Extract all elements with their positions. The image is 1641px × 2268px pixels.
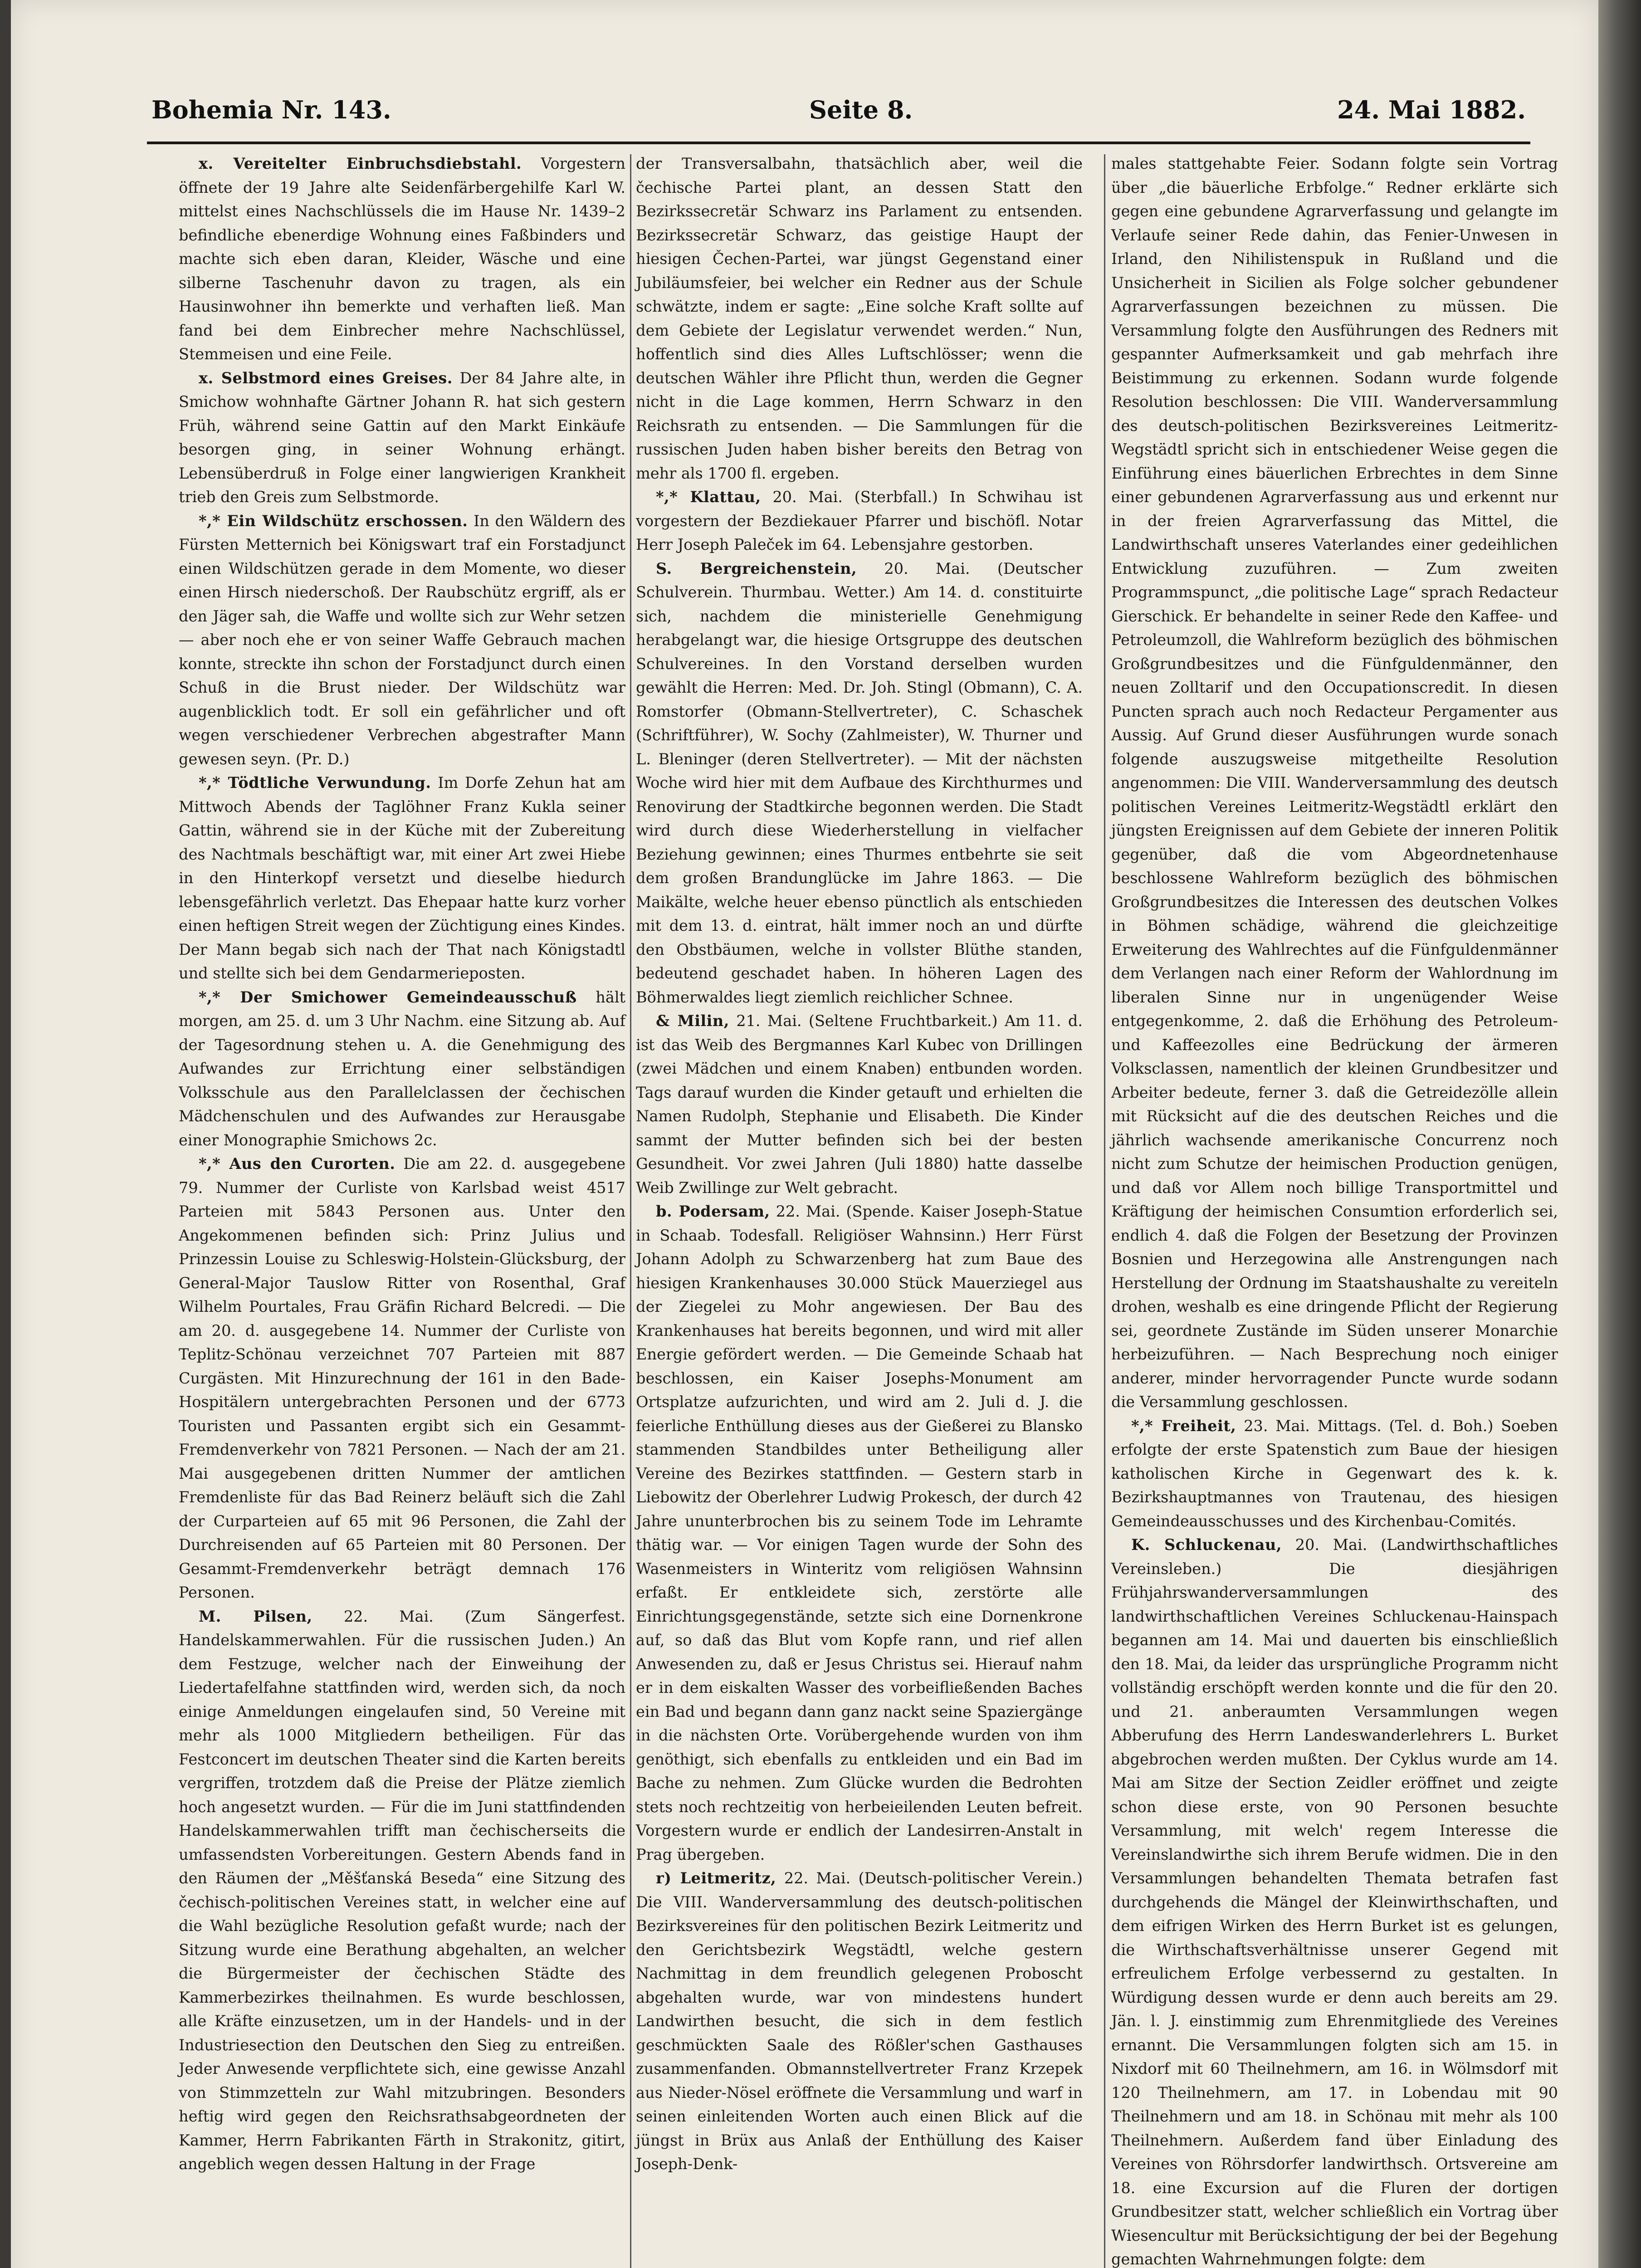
- article: [1111, 152, 1558, 1414]
- article-headline: *,* Ein Wildschütz erschossen.: [199, 512, 468, 530]
- article: [179, 152, 625, 367]
- article-headline: r) Leitmeritz,: [656, 1869, 777, 1887]
- article-body: Die am 22. d. ausgegebene 79. Nummer der Curliste von Karlsbad weist 4517 Parteien mit 5843 Personen aus. Unter den Angekommenen befinden sich: Prinz Julius und Prinzessin Louise zu Schleswig-Holstein-Glücksburg, der General-Major Tauslow Ritter von Rosenthal, Graf Wilhelm Pourtales, Frau Gräfin Richard Belcredi. — Die am 20. d. ausgegebene 14. Nummer der Curliste von Teplitz-Schönau verzeichnet 707 Parteien mit 887 Curgästen. Mit Hinzurechnung der 161 in den Bade-Hospitälern untergebrachten Personen und der 6773 Touristen und Passanten ergibt sich ein Gesammt-Fremdenverkehr von 7821 Personen. — Nach der am 21. Mai ausgegebenen dritten Nummer der amtlichen Fremdenliste für das Bad Reinerz beläuft sich die Zahl der Curparteien auf 65 mit 96 Personen, die Zahl der Durchreisenden auf 65 Parteien mit 80 Personen. Der Gesammt-Fremdenverkehr beträgt demnach 176 Personen.: [179, 1155, 625, 1601]
- article-headline: *,* Klattau,: [656, 488, 761, 506]
- article: [636, 152, 1083, 485]
- article-body: 21. Mai. (Seltene Fruchtbarkeit.) Am 11. d. ist das Weib des Bergmannes Karl Kubec von Drillingen (zwei Mädchen und einem Knaben) entbunden worden. Tags darauf wurden die Kinder getauft und erhielten die Namen Rudolph, Stephanie und Elisabeth. Die Kinder sammt der Mutter befinden sich bei der besten Gesundheit. Vor zwei Jahren (Juli 1880) hatte dasselbe Weib Zwillinge zur Welt gebracht.: [636, 1012, 1083, 1197]
- article-body: 20. Mai. (Landwirthschaftliches Vereinsleben.) Die diesjährigen Frühjahrswanderversammlungen des landwirthschaftlichen Vereines Schluckenau-Hainspach begannen am 14. Mai und dauerten bis einschließlich den 18. Mai, da leider das ursprüngliche Programm nicht vollständig erschöpft werden konnte und die für den 20. und 21. anberaumten Versammlungen wegen Abberufung des Herrn Landeswanderlehrers L. Burket abgebrochen werden mußten. Der Cyklus wurde am 14. Mai am Sitze der Section Zeidler eröffnet und zeigte schon diese erste, von 90 Personen besuchte Versammlung, mit welch' regem Interesse die Vereinslandwirthe sich ihrem Berufe widmen. Die in den Versammlungen behandelten Themata betrafen fast durchgehends die Mängel der Kleinwirthschaften, und dem eifrigen Wirken des Herrn Burket ist es gelungen, die Wirthschaftsverhältnisse unserer Gegend mit erfreulichem Erfolge verbessernd zu gestalten. In Würdigung dessen wurde er denn auch bereits am 29. Jän. l. J. einstimmig zum Ehrenmitgliede des Vereines ernannt. Die Versammlungen folgten sich am 15. in Nixdorf mit 60 Theilnehmern, am 16. in Wölmsdorf mit 120 Theilnehmern, am 17. in Lobendau mit 90 Theilnehmern und am 18. in Schönau mit mehr als 100 Theilnehmern. Außerdem fand über Einladung des Vereines von Röhrsdorfer landwirthsch. Ortsvereine am 18. eine Excursion auf die Fluren der dortigen Grundbesitzer statt, welcher schließlich ein Vortrag über Wiesencultur mit Berücksichtigung der bei der Begehung gemachten Wahrnehmungen folgte: dem: [1111, 1536, 1558, 2268]
- column-divider-2: [1104, 154, 1105, 2268]
- article-headline: b. Podersam,: [656, 1202, 770, 1220]
- article-headline: *,* Der Smichower Gemeindeausschuß: [199, 988, 577, 1006]
- article: [179, 367, 625, 509]
- article: [636, 557, 1083, 1010]
- header-page-number: Seite 8.: [809, 95, 913, 124]
- article-body: Der 84 Jahre alte, in Smichow wohnhafte Gärtner Johann R. hat sich gestern Früh, während seine Gattin auf den Markt Einkäufe besorgen ging, in seiner Wohnung erhängt. Lebensüberdruß in Folge einer langwierigen Krankheit trieb den Greis zum Selbstmorde.: [179, 369, 626, 506]
- article: [636, 485, 1083, 557]
- article-body: In den Wäldern des Fürsten Metternich bei Königswart traf ein Forstadjunct einen Wildschützen gerade in dem Momente, wo dieser einen Hirsch niederschoß. Der Raubschütz ergriff, als er den Jäger sah, die Waffe und wollte sich zur Wehr setzen — aber noch ehe er von seiner Waffe Gebrauch machen konnte, streckte ihn schon der Forstadjunct durch einen Schuß in die Brust nieder. Der Wildschütz war augenblicklich todt. Er soll ein gefährlicher und oft wegen verschiedener Verbrechen abgestrafter Mann gewesen seyn. (Pr. D.): [179, 512, 625, 768]
- article: [179, 1605, 625, 2176]
- page-header: [142, 91, 1526, 134]
- column-3: [1111, 152, 1558, 2268]
- article-body: der Transversalbahn, thatsächlich aber, weil die čechische Partei plant, an dessen Statt den Bezirkssecretär Schwarz ins Parlament zu entsenden. Bezirkssecretär Schwarz, das geistige Haupt der hiesigen Čechen-Partei, war jüngst Gegenstand einer Jubiläumsfeier, bei welcher ein Redner aus der Schule schwätzte, indem er sagte: „Eine solche Kraft sollte auf dem Gebiete der Legislatur verwendet werden.“ Nun, hoffentlich sind dies Alles Luftschlösser; wenn die deutschen Wähler ihre Pflicht thun, werden die Gegner nicht in die Lage kommen, Herrn Schwarz in den Reichsrath zu entsenden. — Die Sammlungen für die russischen Juden haben bisher bereits den Betrag von mehr als 1700 fl. ergeben.: [636, 155, 1083, 482]
- scan-edge: [1598, 0, 1641, 2268]
- article: [636, 1009, 1083, 1200]
- article-body: 23. Mai. Mittags. (Tel. d. Boh.) Soeben erfolgte der erste Spatenstich zum Baue der hiesigen katholischen Kirche in Gegenwart des k. k. Bezirkshauptmannes von Trautenau, des hiesigen Gemeindeausschusses und des Kirchenbau-Comités.: [1111, 1417, 1558, 1530]
- article-headline: M. Pilsen,: [199, 1607, 313, 1625]
- article: [1111, 1414, 1558, 1534]
- article: [179, 771, 625, 986]
- header-date: 24. Mai 1882.: [1337, 95, 1526, 124]
- article-headline: & Milin,: [656, 1012, 729, 1030]
- article-body: Vorgestern öffnete der 19 Jahre alte Seidenfärbergehilfe Karl W. mittelst eines Nachschlüssels die im Hause Nr. 1439–2 befindliche ebenerdige Wohnung eines Faßbinders und machte sich eben daran, Kleider, Wäsche und eine silberne Taschenuhr davon zu tragen, als ein Hausinwohner ihn bemerkte und verhaften ließ. Man fand bei dem Einbrecher mehre Nachschlüssel, Stemmeisen und eine Feile.: [179, 155, 625, 363]
- article-body: Im Dorfe Zehun hat am Mittwoch Abends der Taglöhner Franz Kukla seiner Gattin, während sie in der Küche mit der Zubereitung des Nachtmals beschäftigt war, mit einer Art zwei Hiebe in den Hinterkopf versetzt und dieselbe hiedurch lebensgefährlich verletzt. Das Ehepaar hatte kurz vorher einen heftigen Streit wegen der Züchtigung eines Kindes. Der Mann begab sich nach der That nach Königstadtl und stellte sich bei dem Gendarmerieposten.: [179, 774, 625, 982]
- article: [179, 509, 625, 772]
- article-headline: x. Vereitelter Einbruchsdiebstahl.: [199, 155, 522, 172]
- article-body: 22. Mai. (Spende. Kaiser Joseph-Statue in Schaab. Todesfall. Religiöser Wahnsinn.) Herr Fürst Johann Adolph zu Schwarzenberg hat zum Baue des hiesigen Krankenhauses 30.000 Stück Mauerziegel aus der Ziegelei zu Mohr angewiesen. Der Bau des Krankenhauses hat bereits begonnen, und wird mit aller Energie gefördert werden. — Die Gemeinde Schaab hat beschlossen, ein Kaiser Josephs-Monument am Ortsplatze aufzurichten, und wird am 2. Juli d. J. die feierliche Enthüllung dieses aus der Gießerei zu Blansko stammenden Standbildes unter Betheiligung aller Vereine des Bezirkes stattfinden. — Gestern starb in Liebowitz der Oberlehrer Ludwig Prokesch, der durch 42 Jahre ununterbrochen bis zu seinem Tode im Lehramte thätig war. — Vor einigen Tagen wurde der Sohn des Wasenmeisters in Winteritz vom religiösen Wahnsinn erfaßt. Er entkleidete sich, zerstörte alle Einrichtungsgegenstände, setzte sich eine Dornenkrone auf, so daß das Blut vom Kopfe rann, und rief allen Anwesenden zu, daß er Jesus Christus sei. Hierauf nahm er in dem eiskalten Wasser des vorbeifließenden Baches ein Bad und begann dann ganz nackt seine Spaziergänge in die nächsten Orte. Vorübergehende wurden von ihm genöthigt, sich ebenfalls zu entkleiden und ein Bad im Bache zu nehmen. Zum Glücke wurden die Bedrohten stets noch rechtzeitig von herbeieilenden Leuten befreit. Vorgestern wurde er endlich der Landesirren-Anstalt in Prag übergeben.: [636, 1202, 1083, 1863]
- newspaper-page: [11, 0, 1598, 2268]
- article-body: 20. Mai. (Deutscher Schulverein. Thurmbau. Wetter.) Am 14. d. constituirte sich, nachdem die ministerielle Genehmigung herabgelangt war, die hiesige Ortsgruppe des deutschen Schulvereines. In den Vorstand derselben wurden gewählt die Herren: Med. Dr. Joh. Stingl (Obmann), C. A. Romstorfer (Obmann-Stellvertreter), C. Schaschek (Schriftführer), W. Sochy (Zahlmeister), W. Thurner und L. Bleninger (deren Stellvertreter). — Mit der nächsten Woche wird hier mit dem Aufbaue des Kirchthurmes und Renovirung der Stadtkirche begonnen werden. Die Stadt wird durch diese Wiederherstellung in vielfacher Beziehung gewinnen; eines Thurmes entbehrte sie seit dem großen Brandunglücke im Jahre 1863. — Die Maikälte, welche heuer ebenso pünctlich als entschieden mit dem 13. d. eintrat, hält immer noch an und dürfte den Obstbäumen, welche in vollster Blüthe standen, bedeutend geschadet haben. In höheren Lagen des Böhmerwaldes liegt ziemlich reichlicher Schnee.: [636, 559, 1083, 1006]
- article-body: hält morgen, am 25. d. um 3 Uhr Nachm. eine Sitzung ab. Auf der Tagesordnung stehen u. A. die Genehmigung des Aufwandes zur Errichtung einer selbständigen Volksschule aus den Parallelclassen der čechischen Mädchenschulen und des Aufwandes zur Herausgabe einer Monographie Smichows 2c.: [179, 988, 625, 1149]
- header-rule: [147, 142, 1530, 144]
- article-headline: *,* Aus den Curorten.: [199, 1155, 396, 1173]
- column-1: [179, 152, 625, 2176]
- article-headline: S. Bergreichenstein,: [656, 559, 857, 577]
- article-headline: *,* Freiheit,: [1131, 1417, 1236, 1435]
- article: [179, 1152, 625, 1605]
- article-headline: x. Selbstmord eines Greises.: [199, 369, 453, 387]
- article-body: males stattgehabte Feier. Sodann folgte sein Vortrag über „die bäuerliche Erbfolge.“ Redner erklärte sich gegen eine gebundene Agrarverfassung und gelangte im Verlaufe seiner Rede dahin, das Fenier-Unwesen in Irland, den Nihilistenspuk in Rußland und die Unsicherheit in Sicilien als Folge solcher gebundener Agrarverfassungen bezeichnen zu müssen. Die Versammlung folgte den Ausführungen des Redners mit gespannter Aufmerksamkeit und gab mehrfach ihre Beistimmung zu erkennen. Sodann wurde folgende Resolution beschlossen: Die VIII. Wanderversammlung des deutsch-politischen Bezirksvereines Leitmeritz-Wegstädtl spricht sich in entschiedener Weise gegen die Einführung eines bäuerlichen Erbrechtes in dem Sinne einer gebundenen Agrarverfassung aus und erkennt nur in der freien Agrarverfassung das Mittel, die Landwirthschaft unseres Vaterlandes einer gedeihlichen Entwicklung zuzuführen. — Zum zweiten Programmspunct, „die politische Lage“ sprach Redacteur Gierschick. Er behandelte in seiner Rede den Kaffee- und Petroleumzoll, die Wahlreform bezüglich des böhmischen Großgrundbesitzes und die Fünfguldenmänner, den neuen Zolltarif und den Occupationscredit. In diesen Puncten sprach auch noch Redacteur Pergamenter aus Aussig. Auf Grund dieser Ausführungen wurde sonach folgende auszugsweise mitgetheilte Resolution angenommen: Die VIII. Wanderversammlung des deutsch politischen Vereines Leitmeritz-Wegstädtl erklärt den jüngsten Ereignissen auf dem Gebiete der inneren Politik gegenüber, daß die vom Abgeordnetenhause beschlossene Wahlreform bezüglich des böhmischen Großgrundbesitzes die Interessen des deutschen Volkes in Böhmen schädige, während die gleichzeitige Erweiterung des Wahlrechtes auf die Fünfguldenmänner dem Verlangen nach einer Reform der Wahlordnung im liberalen Sinne nur in ungenügender Weise entgegenkomme, 2. daß die Erhöhung des Petroleum- und Kaffeezolles eine Bedrückung der ärmeren Volksclassen, namentlich der kleinen Grundbesitzer und Arbeiter bedeute, ferner 3. daß die Getreidezölle allein mit Rücksicht auf die des deutschen Reiches und die jährlich wachsende amerikanische Concurrenz noch nicht zum Schutze der heimischen Production genügen, und daß vor Allem noch billige Transportmittel und Kräftigung der heimischen Consumtion erforderlich sei, endlich 4. daß die Folgen der Besetzung der Provinzen Bosnien und Herzegowina alle Anstrengungen nach Herstellung der Ordnung im Staatshaushalte zu vereiteln drohen, weshalb es eine dringende Pflicht der Regierung sei, geordnete Zustände im Süden unserer Monarchie herbeizuführen. — Nach Besprechung noch einiger anderer, minder hervorragender Puncte wurde sodann die Versammlung geschlossen.: [1111, 155, 1558, 1411]
- article-body: 20. Mai. (Sterbfall.) In Schwihau ist vorgestern der Bezdiekauer Pfarrer und bischöfl. Notar Herr Joseph Paleček im 64. Lebensjahre gestorben.: [636, 488, 1083, 553]
- column-2: [636, 152, 1083, 2176]
- article: [636, 1200, 1083, 1867]
- article: [1111, 1533, 1558, 2268]
- article-headline: *,* Tödtliche Verwundung.: [199, 774, 431, 792]
- article: [179, 986, 625, 1153]
- article-headline: K. Schluckenau,: [1131, 1536, 1282, 1554]
- column-divider-1: [630, 154, 631, 2268]
- header-issue: Bohemia Nr. 143.: [151, 95, 391, 124]
- article: [636, 1867, 1083, 2176]
- article-body: 22. Mai. (Deutsch-politischer Verein.) Die VIII. Wanderversammlung des deutsch-politischen Bezirksvereines für den politischen Bezirk Leitmeritz und den Gerichtsbezirk Wegstädtl, welche gestern Nachmittag in dem freundlich gelegenen Proboscht abgehalten wurde, war von mindestens hundert Landwirthen besucht, die sich in dem festlich geschmückten Saale des Rößler'schen Gasthauses zusammenfanden. Obmannstellvertreter Franz Krzepek aus Nieder-Nösel eröffnete die Versammlung und warf in seinen einleitenden Worten auch einen Blick auf die jüngst in Brüx aus Anlaß der Enthüllung des Kaiser Joseph-Denk-: [636, 1869, 1083, 2173]
- article-body: 22. Mai. (Zum Sängerfest. Handelskammerwahlen. Für die russischen Juden.) An dem Festzuge, welcher nach der Einweihung der Liedertafelfahne stattfinden wird, werden sich, da noch einige Anmeldungen eingelaufen sind, 50 Vereine mit mehr als 1000 Mitgliedern betheiligen. Für das Festconcert im deutschen Theater sind die Karten bereits vergriffen, trotzdem daß die Preise der Plätze ziemlich hoch angesetzt wurden. — Für die im Juni stattfindenden Handelskammerwahlen trifft man čechischerseits die umfassendsten Vorbereitungen. Gestern Abends fand in den Räumen der „Měšťanská Beseda“ eine Sitzung des čechisch-politischen Vereines statt, in welcher eine auf die Wahl bezügliche Resolution gefaßt wurde; nach der Sitzung wurde eine Berathung abgehalten, an welcher die Bürgermeister der čechischen Städte des Kammerbezirkes theilnahmen. Es wurde beschlossen, alle Kräfte einzusetzen, um in der Handels- und in der Industriesection den Deutschen den Sieg zu entreißen. Jeder Anwesende verpflichtete sich, eine gewisse Anzahl von Stimmzetteln zur Wahl mitzubringen. Besonders heftig wird gegen den Reichsrathsabgeordneten der Kammer, Herrn Fabrikanten Färth in Strakonitz, gitirt, angeblich wegen dessen Haltung in der Frage: [179, 1607, 626, 2173]
